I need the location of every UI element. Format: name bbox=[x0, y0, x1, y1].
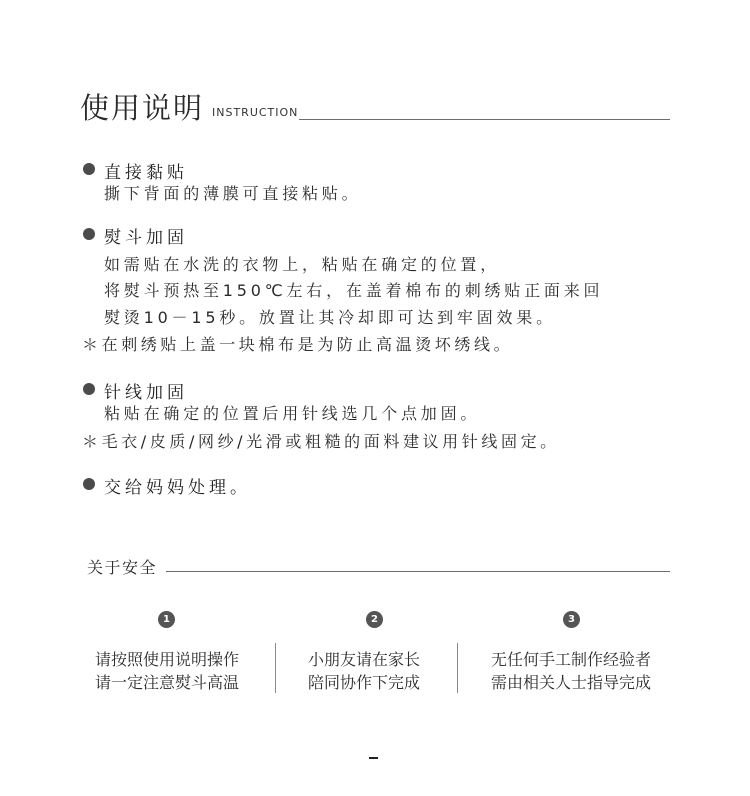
safety-item-3 bbox=[471, 648, 671, 694]
safety-item-1 bbox=[67, 648, 267, 694]
bullet-icon bbox=[83, 228, 95, 240]
safety-line: 陪同协作下完成 bbox=[307, 673, 420, 692]
divider bbox=[457, 643, 458, 693]
safety-item-2 bbox=[264, 648, 464, 694]
bullet-icon bbox=[83, 478, 95, 490]
section-heading-sewing: 针线加固 bbox=[104, 383, 188, 403]
page-subtitle: INSTRUCTION bbox=[212, 106, 299, 119]
section-note: ＊毛衣/皮质/网纱/光滑或粗糙的面料建议用针线固定。 bbox=[82, 432, 560, 451]
section-note: ＊在刺绣贴上盖一块棉布是为防止高温烫坏绣线。 bbox=[82, 335, 514, 354]
safety-line: 需由相关人士指导完成 bbox=[490, 673, 651, 692]
section-text: 撕下背面的薄膜可直接粘贴。 bbox=[104, 184, 362, 203]
step-number-3: 3 bbox=[563, 611, 580, 628]
page-title: 使用说明 bbox=[80, 91, 205, 125]
section-text: 粘贴在确定的位置后用针线选几个点加固。 bbox=[104, 404, 481, 423]
step-number-2: 2 bbox=[366, 611, 383, 628]
page-marker bbox=[369, 757, 378, 759]
step-number-1: 1 bbox=[158, 611, 175, 628]
safety-line: 请按照使用说明操作 bbox=[94, 650, 239, 669]
safety-line: 小朋友请在家长 bbox=[307, 650, 420, 669]
section-text: 如需贴在水洗的衣物上，粘贴在确定的位置， bbox=[104, 255, 501, 274]
safety-line: 无任何手工制作经验者 bbox=[490, 650, 651, 669]
title-rule bbox=[299, 119, 670, 120]
section-heading-iron: 熨斗加固 bbox=[104, 228, 188, 248]
bullet-icon bbox=[83, 163, 95, 175]
section-text: 熨烫10－15秒。放置让其冷却即可达到牢固效果。 bbox=[104, 308, 556, 327]
bullet-icon bbox=[83, 383, 95, 395]
safety-title: 关于安全 bbox=[87, 558, 158, 577]
section-heading-direct-stick: 直接黏贴 bbox=[104, 163, 188, 183]
section-text: 将熨斗预热至150℃左右，在盖着棉布的刺绣贴正面来回 bbox=[104, 281, 604, 300]
section-heading-mom: 交给妈妈处理。 bbox=[104, 478, 251, 498]
safety-line: 请一定注意熨斗高温 bbox=[94, 673, 239, 692]
safety-rule bbox=[166, 571, 670, 572]
